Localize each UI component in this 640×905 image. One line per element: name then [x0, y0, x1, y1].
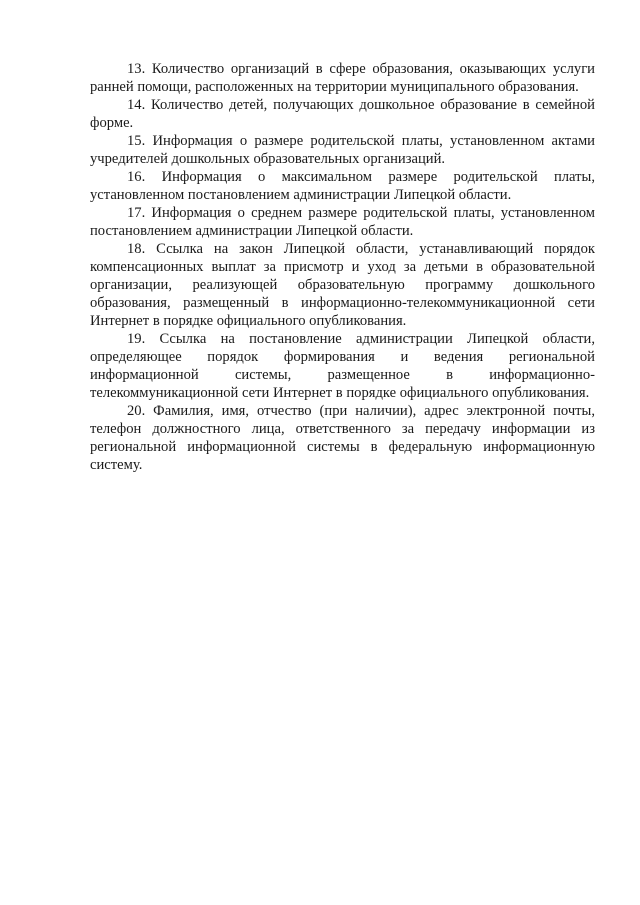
paragraph-18: 18. Ссылка на закон Липецкой области, устанавливающий порядок компенсационных выплат за присмотр и уход за детьми в образовательной организации, реализующей образовательную программу дошкольного образования, размещенный в информационно-телекоммуникационной сети Интернет в порядке официального опубликования. [90, 241, 595, 329]
paragraph-13: 13. Количество организаций в сфере образования, оказывающих услуги ранней помощи, расположенных на территории муниципального образования. [90, 61, 595, 95]
paragraph-14: 14. Количество детей, получающих дошкольное образование в семейной форме. [90, 97, 595, 131]
paragraph-19: 19. Ссылка на постановление администрации Липецкой области, определяющее порядок формирования и ведения региональной информационной системы, размещенное в информационно-телекоммуникационной сети Интернет в порядке официального опубликования. [90, 331, 595, 401]
paragraph-20: 20. Фамилия, имя, отчество (при наличии), адрес электронной почты, телефон должностного лица, ответственного за передачу информации из региональной информационной системы в федеральную информационную систему. [90, 403, 595, 473]
document-body [90, 60, 595, 474]
paragraph-16: 16. Информация о максимальном размере родительской платы, установленном постановлением администрации Липецкой области. [90, 169, 595, 203]
paragraph-15: 15. Информация о размере родительской платы, установленном актами учредителей дошкольных образовательных организаций. [90, 133, 595, 167]
paragraph-17: 17. Информация о среднем размере родительской платы, установленном постановлением администрации Липецкой области. [90, 205, 595, 239]
